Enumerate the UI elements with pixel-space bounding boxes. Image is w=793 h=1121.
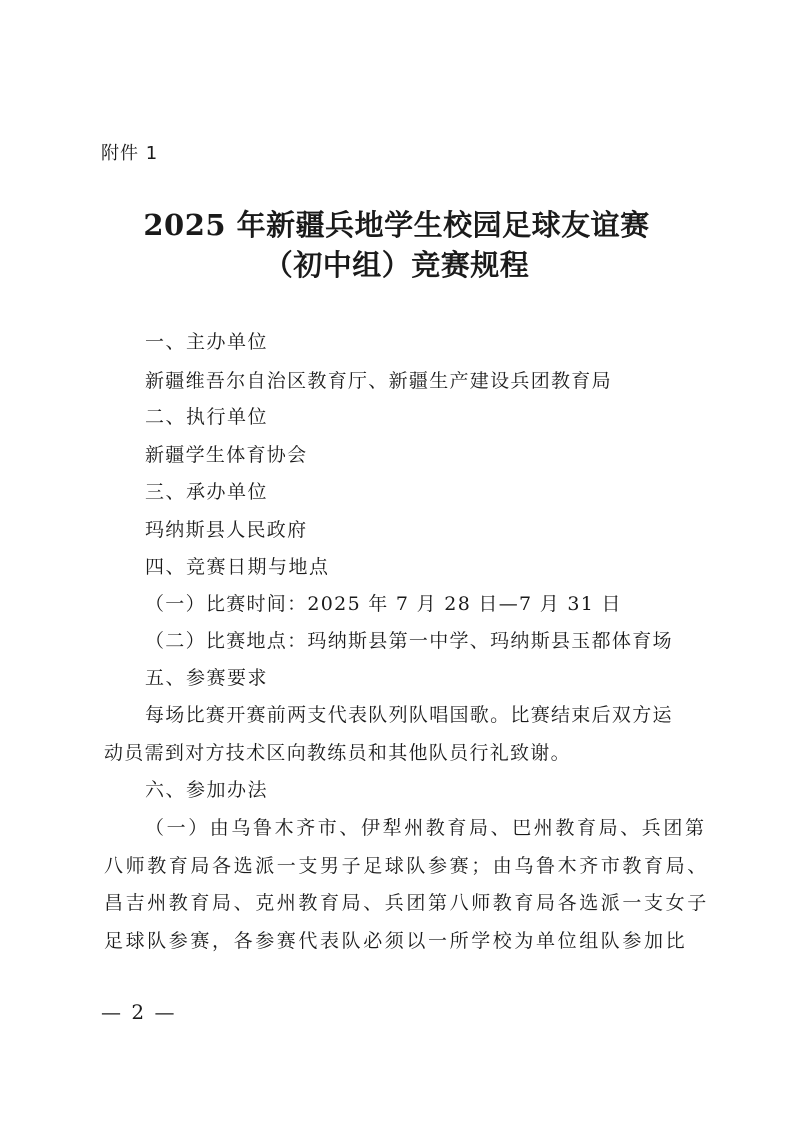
- section-2-heading: 二、执行单位: [145, 406, 269, 428]
- section-3-heading: 三、承办单位: [145, 481, 269, 503]
- section-6-line-1: （一）由乌鲁木齐市、伊犁州教育局、巴州教育局、兵团第: [145, 817, 707, 839]
- section-1-text: 新疆维吾尔自治区教育厅、新疆生产建设兵团教育局: [145, 370, 612, 392]
- page-number: — 2 —: [101, 1000, 177, 1024]
- document-title-line-2: （初中组）竞赛规程: [263, 248, 530, 282]
- section-6-line-3: 昌吉州教育局、克州教育局、兵团第八师教育局各选派一支女子: [104, 892, 709, 914]
- section-5-line-1: 每场比赛开赛前两支代表队列队唱国歌。比赛结束后双方运: [145, 704, 673, 726]
- section-5-line-2: 动员需到对方技术区向教练员和其他队员行礼致谢。: [104, 742, 571, 764]
- section-4-heading: 四、竞赛日期与地点: [145, 556, 330, 578]
- section-2-text: 新疆学生体育协会: [145, 444, 308, 466]
- attachment-label: 附件 1: [101, 143, 159, 164]
- section-6-line-2: 八师教育局各选派一支男子足球队参赛；由乌鲁木齐市教育局、: [104, 855, 709, 877]
- section-5-heading: 五、参赛要求: [145, 667, 269, 689]
- section-6-heading: 六、参加办法: [145, 779, 269, 801]
- section-6-line-4: 足球队参赛，各参赛代表队必须以一所学校为单位组队参加比: [104, 930, 688, 952]
- section-1-heading: 一、主办单位: [145, 331, 269, 353]
- section-4-item-1: （一）比赛时间：2025 年 7 月 28 日—7 月 31 日: [145, 593, 622, 615]
- section-4-item-2: （二）比赛地点：玛纳斯县第一中学、玛纳斯县玉都体育场: [145, 630, 673, 652]
- document-title-line-1: 2025 年新疆兵地学生校园足球友谊赛: [143, 208, 650, 242]
- section-3-text: 玛纳斯县人民政府: [145, 519, 308, 541]
